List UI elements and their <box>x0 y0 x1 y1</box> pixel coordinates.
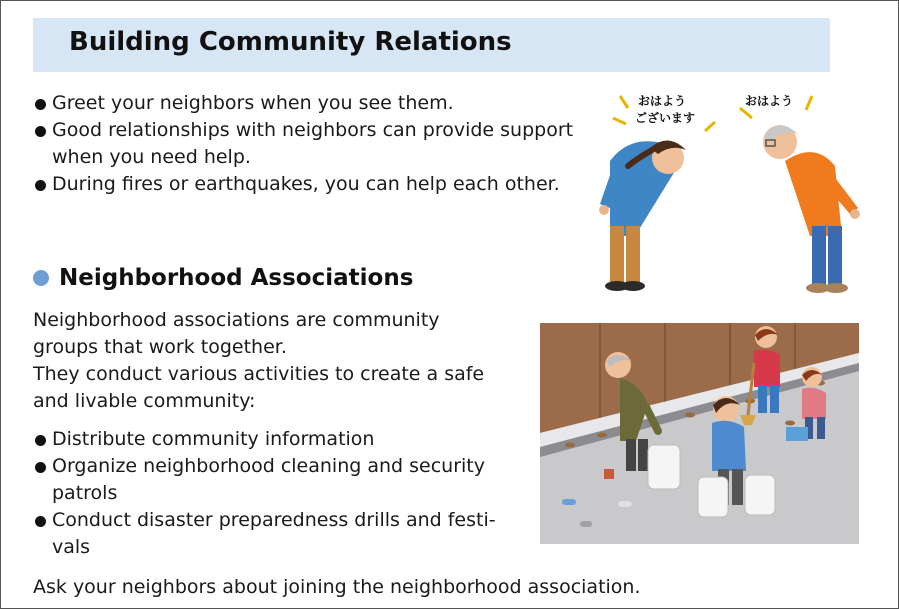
paragraph-line: groups that work together. <box>33 336 287 358</box>
list-item: During fires or earthquakes, you can help each other. <box>33 171 573 198</box>
activities-list <box>33 426 496 561</box>
cleanup-illustration <box>540 323 859 544</box>
title-bar <box>33 18 830 72</box>
elderly-man-bowing-figure <box>763 125 860 293</box>
paragraph-line: and livable community: <box>33 390 256 412</box>
woman-bowing-figure <box>599 140 686 291</box>
intro-list <box>33 90 573 198</box>
list-item-continuation: patrols <box>52 482 118 504</box>
section-heading-text: Neighborhood Associations <box>59 265 414 291</box>
list-item: Distribute community information <box>33 426 496 453</box>
greeting-illustration <box>580 86 880 300</box>
speech-left-line2: ございます <box>635 111 696 125</box>
list-item-continuation: vals <box>52 536 91 558</box>
speech-right: おはよう <box>745 94 794 108</box>
list-item: Good relationships with neighbors can provide support <box>33 117 573 144</box>
list-item: Conduct disaster preparedness drills and festi- <box>33 507 496 534</box>
associations-paragraph <box>33 307 484 415</box>
page-title: Building Community Relations <box>69 27 512 57</box>
bullet-dot-icon <box>33 270 49 286</box>
closing-text: Ask your neighbors about joining the neighborhood association. <box>33 576 641 598</box>
speech-left-line1: おはよう <box>638 94 687 108</box>
list-item: Organize neighborhood cleaning and security <box>33 453 496 480</box>
paragraph-line: They conduct various activities to create a safe <box>33 363 485 385</box>
list-item: Greet your neighbors when you see them. <box>33 90 573 117</box>
list-item-continuation: when you need help. <box>52 146 251 168</box>
paragraph-line: Neighborhood associations are community <box>33 309 440 331</box>
section-heading <box>33 265 413 291</box>
